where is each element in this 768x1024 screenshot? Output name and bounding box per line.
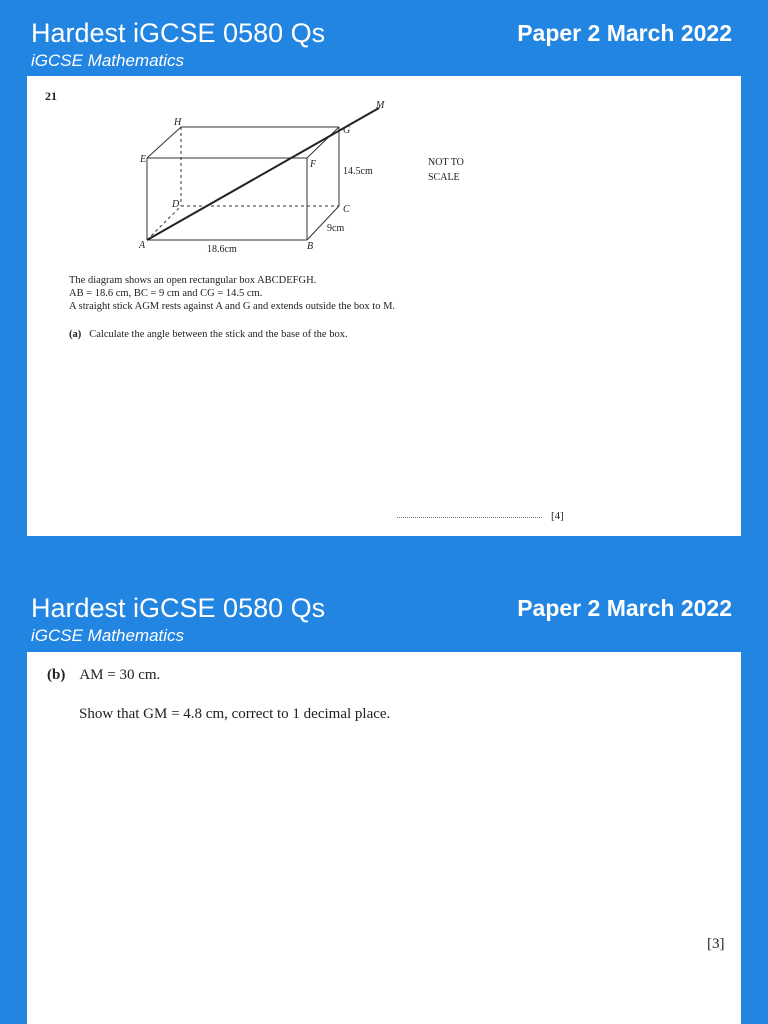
description-line-2: AB = 18.6 cm, BC = 9 cm and CG = 14.5 cm.: [69, 288, 263, 299]
question-sheet-1: [27, 76, 741, 536]
label-h: H: [174, 117, 182, 128]
header-title: Hardest iGCSE 0580 Qs: [31, 593, 326, 623]
part-b-label: (b): [47, 667, 66, 683]
slide-header-2: [0, 592, 768, 648]
marks-a: [4]: [551, 510, 564, 522]
edge-eh: [147, 127, 181, 158]
dim-bc: 9cm: [327, 223, 345, 234]
label-a: A: [139, 240, 146, 251]
answer-line-a[interactable]: [397, 517, 542, 518]
header-subtitle: iGCSE Mathematics: [31, 51, 185, 70]
description-line-1: The diagram shows an open rectangular box ABCDEFGH.: [69, 275, 317, 286]
label-c: C: [343, 204, 350, 215]
header-paper-label: Paper 2 March 2022: [517, 20, 732, 46]
label-b: B: [307, 241, 314, 252]
label-e: E: [140, 154, 147, 165]
label-d: D: [172, 199, 180, 210]
dim-cg: 14.5cm: [343, 166, 373, 177]
description-line-3: A straight stick AGM rests against A and G and extends outside the box to M.: [69, 301, 396, 312]
part-a-label: (a): [69, 329, 82, 340]
part-b-given: AM = 30 cm.: [79, 667, 161, 683]
part-b: [47, 667, 160, 684]
header-subtitle: iGCSE Mathematics: [31, 626, 185, 645]
header-title: Hardest iGCSE 0580 Qs: [31, 18, 326, 48]
part-a-text: Calculate the angle between the stick and the base of the box.: [89, 329, 348, 340]
question-sheet-2: [27, 652, 741, 1024]
header-paper-label: Paper 2 March 2022: [517, 595, 732, 621]
dim-ab: 18.6cm: [207, 244, 237, 255]
label-g: G: [343, 125, 351, 136]
part-b-text: Show that GM = 4.8 cm, correct to 1 decimal place.: [79, 706, 391, 722]
part-a: [69, 329, 348, 340]
question-number: 21: [45, 89, 57, 103]
slide-header-1: [0, 17, 768, 73]
not-to-scale-1: NOT TO: [428, 157, 464, 168]
edge-fg: [307, 127, 339, 158]
label-f: F: [310, 159, 317, 170]
box-diagram: [27, 76, 741, 276]
label-m: M: [376, 100, 385, 111]
marks-b: [3]: [707, 936, 725, 952]
not-to-scale-2: SCALE: [428, 172, 460, 183]
